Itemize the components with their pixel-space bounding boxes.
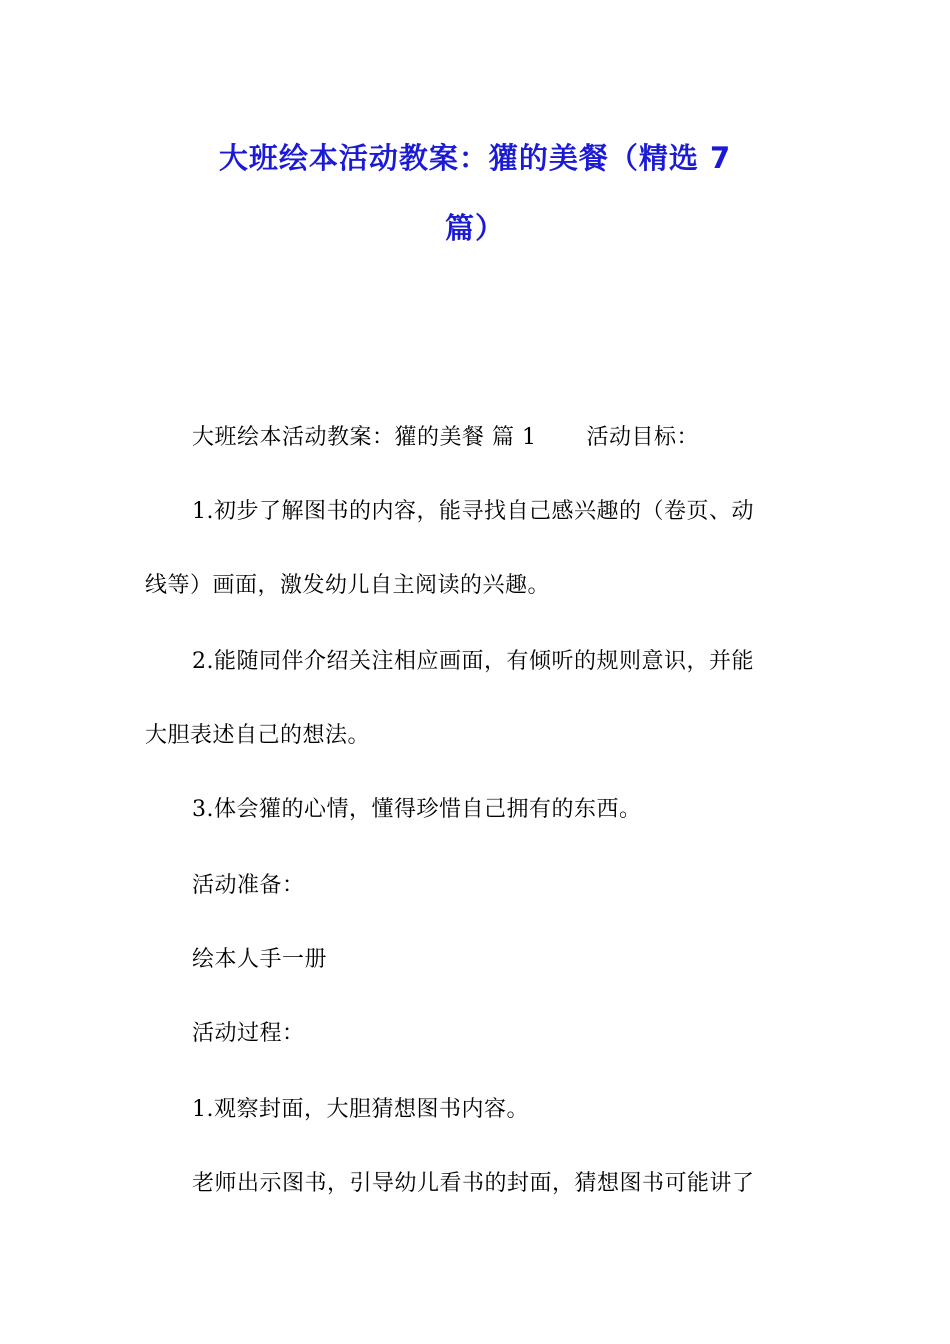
step-1: 1.观察封面，大胆猜想图书内容。	[192, 1097, 529, 1122]
document-title-line-1: 大班绘本活动教案：獾的美餐（精选 7	[218, 141, 732, 175]
goal-1-line-1: 1.初步了解图书的内容，能寻找自己感兴趣的（卷页、动	[192, 499, 754, 524]
goal-2-line-1: 2.能随同伴介绍关注相应画面，有倾听的规则意识，并能	[192, 649, 754, 674]
prep-heading: 活动准备：	[192, 873, 305, 898]
section-heading-line	[192, 424, 699, 452]
process-heading: 活动过程：	[192, 1021, 305, 1046]
section-heading: 大班绘本活动教案：獾的美餐 篇 1	[192, 425, 537, 450]
goal-1-line-2: 线等）画面，激发幼儿自主阅读的兴趣。	[145, 573, 551, 598]
goal-3: 3.体会獾的心情，懂得珍惜自己拥有的东西。	[192, 797, 642, 822]
goal-2-line-2: 大胆表述自己的想法。	[145, 723, 371, 748]
document-title-line-2: 篇）	[444, 211, 505, 245]
prep-item: 绘本人手一册	[192, 947, 328, 972]
step-1-detail: 老师出示图书，引导幼儿看书的封面，猜想图书可能讲了	[192, 1171, 755, 1196]
goals-heading: 活动目标：	[586, 425, 700, 450]
